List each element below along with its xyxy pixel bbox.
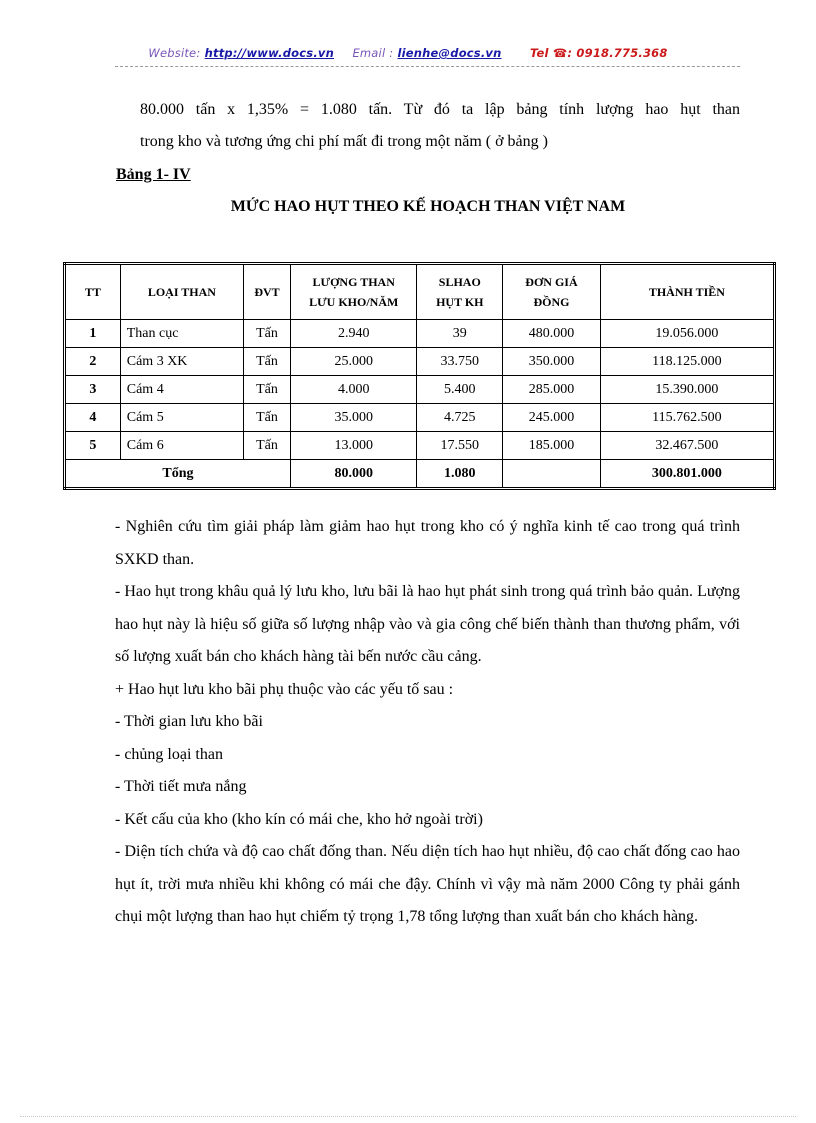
total-thanhtien: 300.801.000 <box>600 460 774 489</box>
header-luong-line2: LƯU KHO/NĂM <box>309 295 399 309</box>
cell-tt: 2 <box>65 348 121 376</box>
cell-thanhtien: 15.390.000 <box>600 376 774 404</box>
total-luong: 80.000 <box>290 460 417 489</box>
tel-number: : 0918.775.368 <box>567 46 668 60</box>
table-header-row <box>65 264 775 320</box>
body-paragraph: - Kết cấu của kho (kho kín có mái che, kho hở ngoài trời) <box>115 810 483 828</box>
cell-slhao: 4.725 <box>417 404 503 432</box>
cell-luong: 4.000 <box>290 376 417 404</box>
body-paragraph: - Diện tích chứa và độ cao chất đống than. Nếu diện tích hao hụt nhiều, độ cao chất đống cao hao hụt ít, trời mưa nhiều khi không có mái che đậy. Chính vì vậy mà năm 2000 Công ty phải gánh chụi một lượng than hao hụt chiếm tỷ trọng 1,78 tổng lượng than xuất bán cho khách hàng. <box>115 843 740 925</box>
cell-loai: Than cục <box>120 320 243 348</box>
body-paragraph: - Thời tiết mưa nắng <box>115 778 247 795</box>
cell-dvt: Tấn <box>244 376 291 404</box>
cell-tt: 3 <box>65 376 121 404</box>
header-slhao-line2: HỤT KH <box>436 295 484 309</box>
intro-paragraph <box>140 94 740 158</box>
table-row <box>65 404 775 432</box>
cell-slhao: 39 <box>417 320 503 348</box>
header-thanh-tien: THÀNH TIỀN <box>600 264 774 320</box>
body-paragraph: - Thời gian lưu kho bãi <box>115 713 263 730</box>
body-text <box>115 511 740 934</box>
table-total-row <box>65 460 775 489</box>
cell-slhao: 5.400 <box>417 376 503 404</box>
body-paragraph: - Hao hụt trong khâu quả lý lưu kho, lưu bãi là hao hụt phát sinh trong quá trình bảo quản. Lượng hao hụt này là hiệu số giữa số lượng nhập vào và gia công chế biến thành than thương phẩm, với số lượng xuất bán cho khách hàng tài bến nước cầu cảng. <box>115 583 740 665</box>
footer-divider <box>20 1116 796 1117</box>
table-heading: MỨC HAO HỤT THEO KẾ HOẠCH THAN VIỆT NAM <box>230 198 626 215</box>
cell-thanhtien: 32.467.500 <box>600 432 774 460</box>
cell-tt: 1 <box>65 320 121 348</box>
cell-dongia: 350.000 <box>503 348 601 376</box>
email-link[interactable]: lienhe@docs.vn <box>397 46 502 60</box>
page-header <box>0 46 816 60</box>
cell-dongia: 245.000 <box>503 404 601 432</box>
cell-dongia: 480.000 <box>503 320 601 348</box>
table-row <box>65 348 775 376</box>
cell-luong: 35.000 <box>290 404 417 432</box>
coal-loss-table <box>63 262 776 490</box>
header-slhao <box>417 264 503 320</box>
cell-luong: 13.000 <box>290 432 417 460</box>
total-slhao: 1.080 <box>417 460 503 489</box>
cell-dvt: Tấn <box>244 404 291 432</box>
website-label: Website: <box>148 46 201 60</box>
cell-thanhtien: 118.125.000 <box>600 348 774 376</box>
cell-dvt: Tấn <box>244 320 291 348</box>
cell-dongia: 185.000 <box>503 432 601 460</box>
cell-slhao: 17.550 <box>417 432 503 460</box>
cell-dongia: 285.000 <box>503 376 601 404</box>
cell-loai: Cám 6 <box>120 432 243 460</box>
phone-icon: ☎ <box>552 46 568 60</box>
email-label: Email : <box>352 46 394 60</box>
total-dongia-empty <box>503 460 601 489</box>
intro-line-2: trong kho và tương ứng chi phí mất đi trong một năm ( ở bảng ) <box>140 133 548 150</box>
cell-loai: Cám 4 <box>120 376 243 404</box>
header-divider <box>115 66 740 67</box>
header-dvt: ĐVT <box>244 264 291 320</box>
cell-loai: Cám 5 <box>120 404 243 432</box>
total-label: Tổng <box>65 460 291 489</box>
header-luong-than <box>290 264 417 320</box>
cell-tt: 5 <box>65 432 121 460</box>
header-loai-than: LOẠI THAN <box>120 264 243 320</box>
header-dongia-line1: ĐƠN GIÁ <box>525 275 578 289</box>
intro-line-1: 80.000 tấn x 1,35% = 1.080 tấn. Từ đó ta lập bảng tính lượng hao hụt than <box>140 101 740 118</box>
cell-thanhtien: 115.762.500 <box>600 404 774 432</box>
cell-thanhtien: 19.056.000 <box>600 320 774 348</box>
tel-label: Tel <box>529 46 549 60</box>
cell-loai: Cám 3 XK <box>120 348 243 376</box>
body-paragraph: + Hao hụt lưu kho bãi phụ thuộc vào các yếu tố sau : <box>115 680 454 698</box>
cell-slhao: 33.750 <box>417 348 503 376</box>
header-slhao-line1: SLHAO <box>438 275 481 289</box>
header-luong-line1: LƯỢNG THAN <box>312 275 395 289</box>
header-don-gia <box>503 264 601 320</box>
cell-luong: 2.940 <box>290 320 417 348</box>
table-label: Bảng 1- IV <box>116 166 191 183</box>
header-dongia-line2: ĐỒNG <box>533 295 570 309</box>
body-paragraph: - Nghiên cứu tìm giải pháp làm giảm hao hụt trong kho có ý nghĩa kinh tế cao trong quá trình SXKD than. <box>115 518 740 568</box>
table-row <box>65 320 775 348</box>
header-tt: TT <box>65 264 121 320</box>
cell-dvt: Tấn <box>244 348 291 376</box>
cell-tt: 4 <box>65 404 121 432</box>
cell-luong: 25.000 <box>290 348 417 376</box>
table-row <box>65 376 775 404</box>
website-link[interactable]: http://www.docs.vn <box>204 46 334 60</box>
table-row <box>65 432 775 460</box>
cell-dvt: Tấn <box>244 432 291 460</box>
body-paragraph: - chủng loại than <box>115 745 223 763</box>
